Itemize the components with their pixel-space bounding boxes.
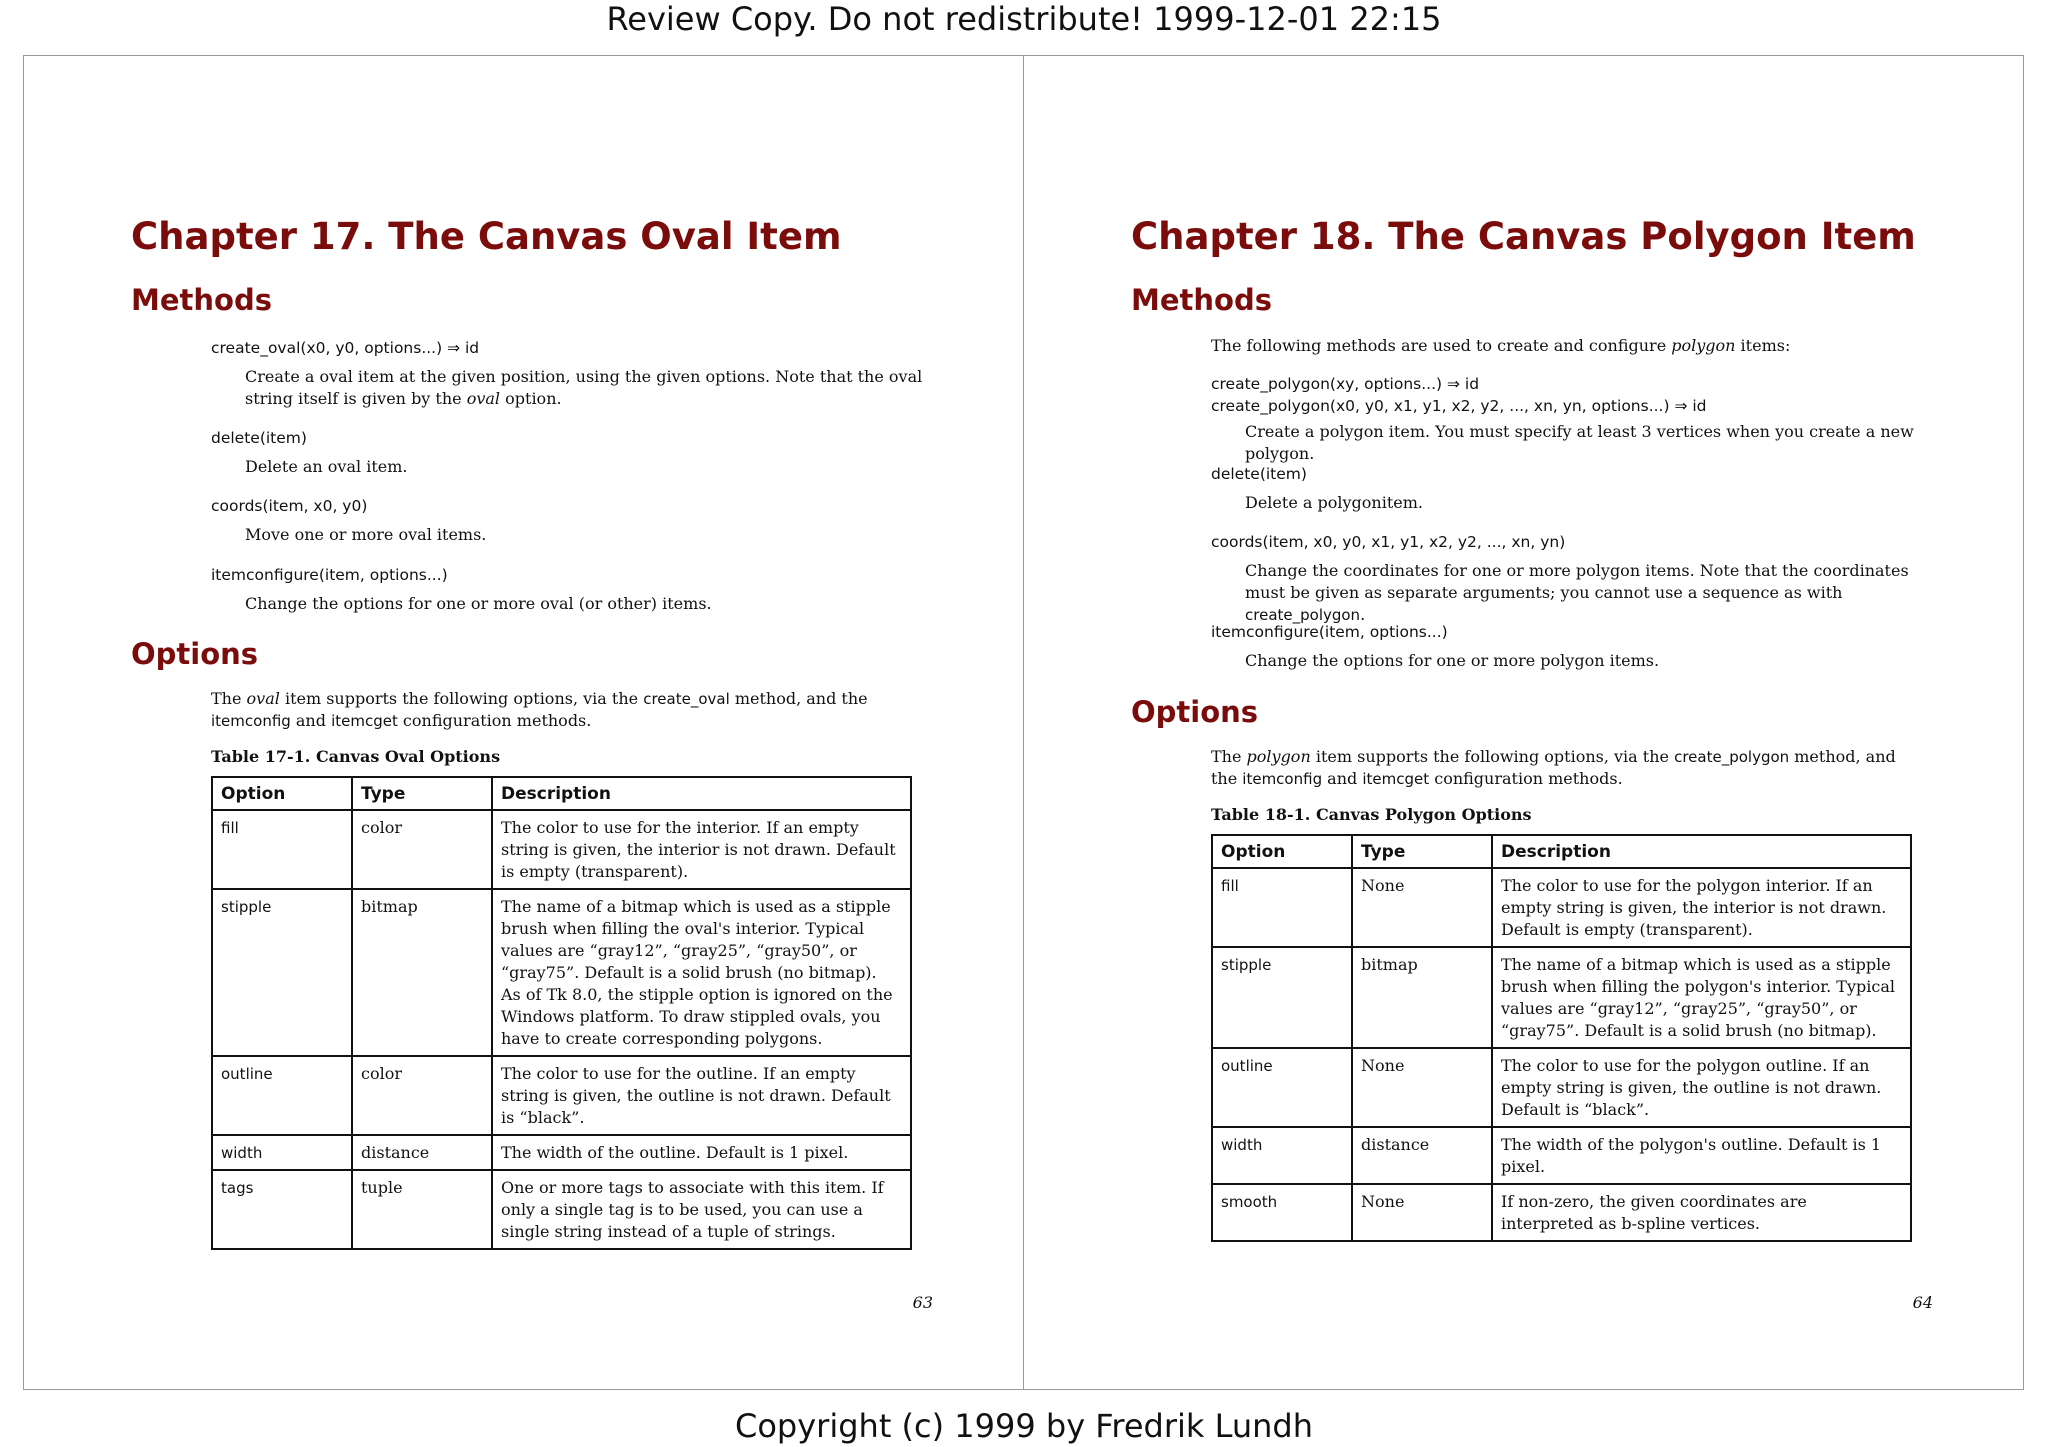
options-heading: Options (1131, 695, 1259, 729)
methods-intro: The following methods are used to create and configure polygon items: (1211, 336, 1791, 355)
column-header: Description (492, 777, 911, 810)
option-name: width (212, 1135, 352, 1170)
table-caption: Table 17-1. Canvas Oval Options (211, 747, 501, 766)
option-description: The color to use for the interior. If an empty string is given, the interior is not drawn. Default is empty (transparent). (492, 810, 911, 889)
chapter-title: Chapter 18. The Canvas Polygon Item (1131, 215, 1916, 258)
method-signature: coords(item, x0, y0) (211, 497, 368, 515)
method-description: Change the options for one or more oval (or other) items. (245, 594, 712, 613)
option-type: bitmap (1352, 947, 1492, 1048)
method-signature: delete(item) (211, 429, 307, 447)
option-type: color (352, 810, 492, 889)
copyright-banner: Copyright (c) 1999 by Fredrik Lundh (735, 1407, 1313, 1445)
table-row (212, 1056, 911, 1135)
column-header: Type (1352, 835, 1492, 868)
option-name: outline (1212, 1048, 1352, 1127)
table-row (1212, 1048, 1911, 1127)
option-type: None (1352, 868, 1492, 947)
method-entry (1211, 373, 1951, 465)
option-name: outline (212, 1056, 352, 1135)
option-type: distance (1352, 1127, 1492, 1184)
table-row (212, 889, 911, 1056)
options-table (1211, 834, 1912, 1242)
table-row (1212, 947, 1911, 1048)
page-number: 63 (912, 1293, 933, 1312)
option-type: tuple (352, 1170, 492, 1249)
method-description: Create a oval item at the given position, using the given options. Note that the oval string itself is given by the oval option. (245, 367, 923, 408)
options-heading: Options (131, 637, 259, 671)
method-signature: itemconfigure(item, options...) (1211, 623, 1448, 641)
option-type: None (1352, 1184, 1492, 1241)
table-header-row (212, 777, 911, 810)
method-description: Delete a polygonitem. (1245, 493, 1423, 512)
method-signature: coords(item, x0, y0, x1, y1, x2, y2, ..., xn, yn) (1211, 533, 1566, 551)
page-63 (131, 55, 1031, 1390)
methods-heading: Methods (131, 283, 272, 317)
table-row (1212, 868, 1911, 947)
option-description: The color to use for the outline. If an empty string is given, the outline is not drawn. Default is “black”. (492, 1056, 911, 1135)
review-copy-banner: Review Copy. Do not redistribute! 1999-12-01 22:15 (606, 0, 1442, 38)
method-signature: delete(item) (1211, 465, 1307, 483)
column-header: Type (352, 777, 492, 810)
table-row (212, 1170, 911, 1249)
option-type: None (1352, 1048, 1492, 1127)
method-entry (211, 427, 951, 478)
table-row (1212, 1127, 1911, 1184)
option-name: width (1212, 1127, 1352, 1184)
page-64 (1131, 55, 2031, 1390)
method-entry (1211, 531, 1951, 626)
method-description: Delete an oval item. (245, 457, 408, 476)
method-description: Move one or more oval items. (245, 525, 487, 544)
option-description: One or more tags to associate with this item. If only a single tag is to be used, you can use a single string instead of a tuple of strings. (492, 1170, 911, 1249)
table-caption: Table 18-1. Canvas Polygon Options (1211, 805, 1532, 824)
method-signature: create_oval(x0, y0, options...) ⇒ id (211, 339, 480, 357)
options-intro: The polygon item supports the following options, via the create_polygon method, and the itemconfig and itemcget configuration methods. (1211, 747, 1896, 788)
column-header: Option (212, 777, 352, 810)
option-name: fill (212, 810, 352, 889)
methods-heading: Methods (1131, 283, 1272, 317)
option-description: If non-zero, the given coordinates are interpreted as b-spline vertices. (1492, 1184, 1911, 1241)
method-entry (211, 495, 951, 546)
option-type: distance (352, 1135, 492, 1170)
column-header: Description (1492, 835, 1911, 868)
table-row (212, 1135, 911, 1170)
options-table (211, 776, 912, 1250)
method-entry (211, 337, 951, 410)
method-entry (1211, 463, 1951, 514)
table-header-row (1212, 835, 1911, 868)
option-description: The width of the outline. Default is 1 pixel. (492, 1135, 911, 1170)
option-name: fill (1212, 868, 1352, 947)
option-description: The color to use for the polygon interior. If an empty string is given, the interior is not drawn. Default is empty (transparent). (1492, 868, 1911, 947)
option-name: smooth (1212, 1184, 1352, 1241)
method-description: Create a polygon item. You must specify at least 3 vertices when you create a new polygon. (1245, 422, 1914, 463)
method-description: Change the coordinates for one or more polygon items. Note that the coordinates must be given as separate arguments; you cannot use a sequence as with create_polygon. (1245, 561, 1909, 624)
page-number: 64 (1912, 1293, 1933, 1312)
option-description: The name of a bitmap which is used as a stipple brush when filling the polygon's interior. Typical values are “gray12”, “gray25”, “gray50”, or “gray75”. Default is a solid brush (no bitmap). (1492, 947, 1911, 1048)
option-description: The color to use for the polygon outline. If an empty string is given, the outline is not drawn. Default is “black”. (1492, 1048, 1911, 1127)
table-row (1212, 1184, 1911, 1241)
column-header: Option (1212, 835, 1352, 868)
option-type: color (352, 1056, 492, 1135)
method-signature: create_polygon(xy, options...) ⇒ id (1211, 375, 1480, 393)
method-signature-alt: create_polygon(x0, y0, x1, y1, x2, y2, ..., xn, yn, options...) ⇒ id (1211, 397, 1707, 415)
option-description: The width of the polygon's outline. Default is 1 pixel. (1492, 1127, 1911, 1184)
option-description: The name of a bitmap which is used as a stipple brush when filling the oval's interior. Typical values are “gray12”, “gray25”, “gray50”, or “gray75”. Default is a solid brush (no bitmap). As of Tk 8.0, the stipple option is ignored on the Windows platform. To draw stippled ovals, you have to create corresponding polygons. (492, 889, 911, 1056)
method-entry (211, 564, 951, 615)
method-entry (1211, 621, 1951, 672)
table-row (212, 810, 911, 889)
options-intro: The oval item supports the following options, via the create_oval method, and the itemconfig and itemcget configuration methods. (211, 689, 868, 730)
method-description: Change the options for one or more polygon items. (1245, 651, 1660, 670)
option-name: stipple (1212, 947, 1352, 1048)
option-name: stipple (212, 889, 352, 1056)
option-name: tags (212, 1170, 352, 1249)
method-signature: itemconfigure(item, options...) (211, 566, 448, 584)
option-type: bitmap (352, 889, 492, 1056)
chapter-title: Chapter 17. The Canvas Oval Item (131, 215, 842, 258)
